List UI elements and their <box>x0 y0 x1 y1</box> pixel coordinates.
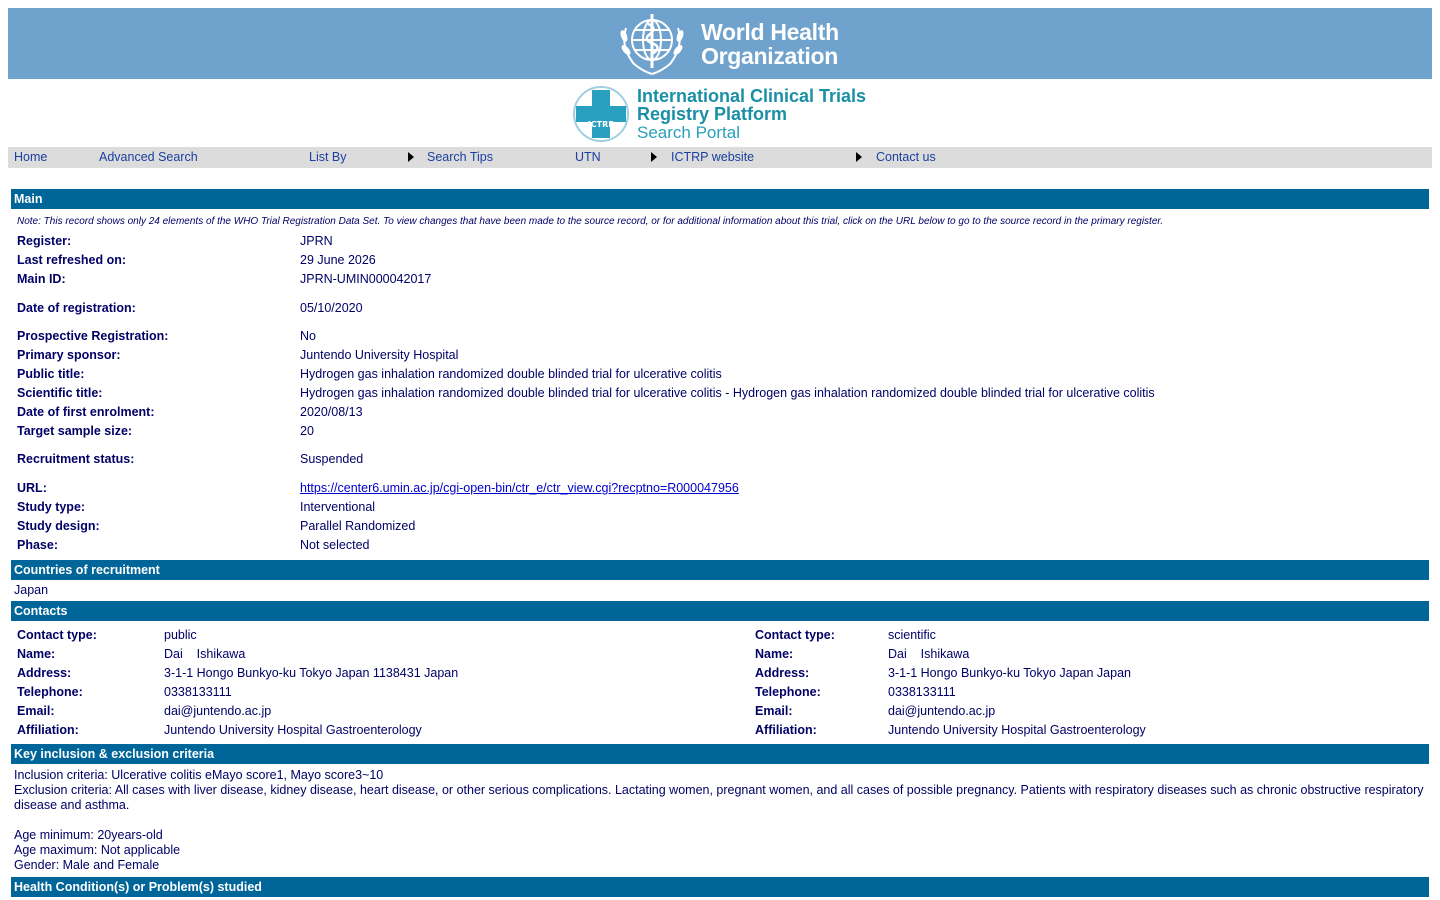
who-emblem-icon <box>612 10 692 78</box>
nav-advanced-search[interactable]: Advanced Search <box>99 150 198 164</box>
name-label: Name: <box>755 647 794 661</box>
record-note: Note: This record shows only 24 elements of the WHO Trial Registration Data Set. To view changes that have been made to the source record, or for additional information about this trial, click on the URL below to go to the source record in the primary register. <box>17 216 1164 227</box>
list-by-arrow-icon[interactable] <box>408 152 414 162</box>
field-value-phase: Not selected <box>300 538 370 552</box>
field-label-recruitment-status: Recruitment status: <box>17 452 135 466</box>
scientific-contact-type: scientific <box>888 628 936 642</box>
field-label-primary-sponsor: Primary sponsor: <box>17 348 121 362</box>
field-label-phase: Phase: <box>17 538 58 552</box>
field-label-prospective-registration: Prospective Registration: <box>17 329 169 343</box>
contact-type-label: Contact type: <box>17 628 97 642</box>
telephone-label: Telephone: <box>755 685 821 699</box>
field-label-main-id: Main ID: <box>17 272 66 286</box>
section-health-condition: Health Condition(s) or Problem(s) studied <box>11 877 1429 897</box>
email-label: Email: <box>755 704 793 718</box>
nav-search-tips[interactable]: Search Tips <box>427 150 494 164</box>
field-label-study-design: Study design: <box>17 519 100 533</box>
age-maximum: Age maximum: Not applicable <box>14 843 181 857</box>
field-label-url: URL: <box>17 481 47 495</box>
public-contact-address: 3-1-1 Hongo Bunkyo-ku Tokyo Japan 1138431 Japan <box>164 666 459 680</box>
field-value-date-of-registration: 05/10/2020 <box>300 301 363 315</box>
scientific-contact-email: dai@juntendo.ac.jp <box>888 704 996 718</box>
nav-home[interactable]: Home <box>14 150 48 164</box>
field-value-recruitment-status: Suspended <box>300 452 364 466</box>
field-value-main-id: JPRN-UMIN000042017 <box>300 272 432 286</box>
scientific-contact-affiliation: Juntendo University Hospital Gastroenterology <box>888 723 1146 737</box>
affiliation-label: Affiliation: <box>17 723 79 737</box>
public-contact-affiliation: Juntendo University Hospital Gastroenterology <box>164 723 422 737</box>
field-value-url-wrapper <box>300 481 739 495</box>
affiliation-label: Affiliation: <box>755 723 817 737</box>
criteria-text <box>14 768 1424 873</box>
contact-type-label: Contact type: <box>755 628 835 642</box>
field-label-scientific-title: Scientific title: <box>17 386 103 400</box>
utn-arrow-icon[interactable] <box>651 152 657 162</box>
public-contact-telephone: 0338133111 <box>164 685 232 699</box>
nav-utn[interactable]: UTN <box>575 150 601 164</box>
country-value: Japan <box>14 583 49 597</box>
field-value-primary-sponsor: Juntendo University Hospital <box>300 348 459 362</box>
ictrp-cross-icon <box>570 84 632 144</box>
field-label-date-first-enrolment: Date of first enrolment: <box>17 405 155 419</box>
scientific-contact-name: Dai Ishikawa <box>888 647 970 661</box>
scientific-contact-telephone: 0338133111 <box>888 685 956 699</box>
field-value-scientific-title: Hydrogen gas inhalation randomized double blinded trial for ulcerative colitis - Hydrogen gas inhalation randomized double blinded trial for ulcerative colitis <box>300 386 1155 400</box>
field-value-target-sample-size: 20 <box>300 424 314 438</box>
public-contact-type: public <box>164 628 197 642</box>
ictrp-logo-block[interactable] <box>570 84 880 144</box>
field-label-target-sample-size: Target sample size: <box>17 424 133 438</box>
field-value-register: JPRN <box>300 234 333 248</box>
section-contacts: Contacts <box>11 601 1429 621</box>
section-main: Main <box>11 189 1429 209</box>
ictrp-website-arrow-icon[interactable] <box>856 152 862 162</box>
nav-ictrp-website[interactable]: ICTRP website <box>671 150 755 164</box>
who-title <box>701 20 839 68</box>
name-label: Name: <box>17 647 56 661</box>
public-contact-email: dai@juntendo.ac.jp <box>164 704 272 718</box>
field-value-date-first-enrolment: 2020/08/13 <box>300 405 363 419</box>
field-value-public-title: Hydrogen gas inhalation randomized double blinded trial for ulcerative colitis <box>300 367 722 381</box>
criteria-spacer <box>14 813 1424 828</box>
ictrp-letters: ICTRP <box>587 120 615 129</box>
source-record-link[interactable]: https://center6.umin.ac.jp/cgi-open-bin/ctr_e/ctr_view.cgi?recptno=R000047956 <box>300 481 739 495</box>
who-title-line1: World Health <box>701 19 839 45</box>
address-label: Address: <box>755 666 810 680</box>
inclusion-criteria: Inclusion criteria: Ulcerative colitis eMayo score1, Mayo score3~10 <box>14 768 384 782</box>
who-title-line2: Organization <box>701 43 838 69</box>
field-value-prospective-registration: No <box>300 329 316 343</box>
nav-bar <box>8 147 1432 168</box>
telephone-label: Telephone: <box>17 685 83 699</box>
email-label: Email: <box>17 704 55 718</box>
ictrp-title-line2: Registry Platform <box>637 104 788 124</box>
field-value-study-type: Interventional <box>300 500 376 514</box>
field-label-study-type: Study type: <box>17 500 86 514</box>
field-label-date-of-registration: Date of registration: <box>17 301 136 315</box>
field-label-register: Register: <box>17 234 72 248</box>
public-contact-name: Dai Ishikawa <box>164 647 246 661</box>
field-label-last-refreshed: Last refreshed on: <box>17 253 127 267</box>
ictrp-title-line1: International Clinical Trials <box>637 86 867 106</box>
scientific-contact-address: 3-1-1 Hongo Bunkyo-ku Tokyo Japan Japan <box>888 666 1131 680</box>
field-value-last-refreshed: 29 June 2026 <box>300 253 376 267</box>
section-criteria: Key inclusion & exclusion criteria <box>11 744 1429 764</box>
exclusion-criteria: Exclusion criteria: All cases with liver disease, kidney disease, heart disease, or other serious complications. Lactating women, pregnant women, and all cases of possible pregnancy. Patients with respiratory diseases such as chronic obstructive respiratory disease and asthma. <box>14 783 1424 812</box>
field-label-public-title: Public title: <box>17 367 85 381</box>
nav-list-by[interactable]: List By <box>309 150 347 164</box>
gender: Gender: Male and Female <box>14 858 160 872</box>
age-minimum: Age minimum: 20years-old <box>14 828 163 842</box>
section-countries: Countries of recruitment <box>11 560 1429 580</box>
nav-contact-us[interactable]: Contact us <box>876 150 936 164</box>
who-banner <box>8 8 1432 79</box>
address-label: Address: <box>17 666 72 680</box>
field-value-study-design: Parallel Randomized <box>300 519 416 533</box>
ictrp-title-line3: Search Portal <box>637 123 740 142</box>
